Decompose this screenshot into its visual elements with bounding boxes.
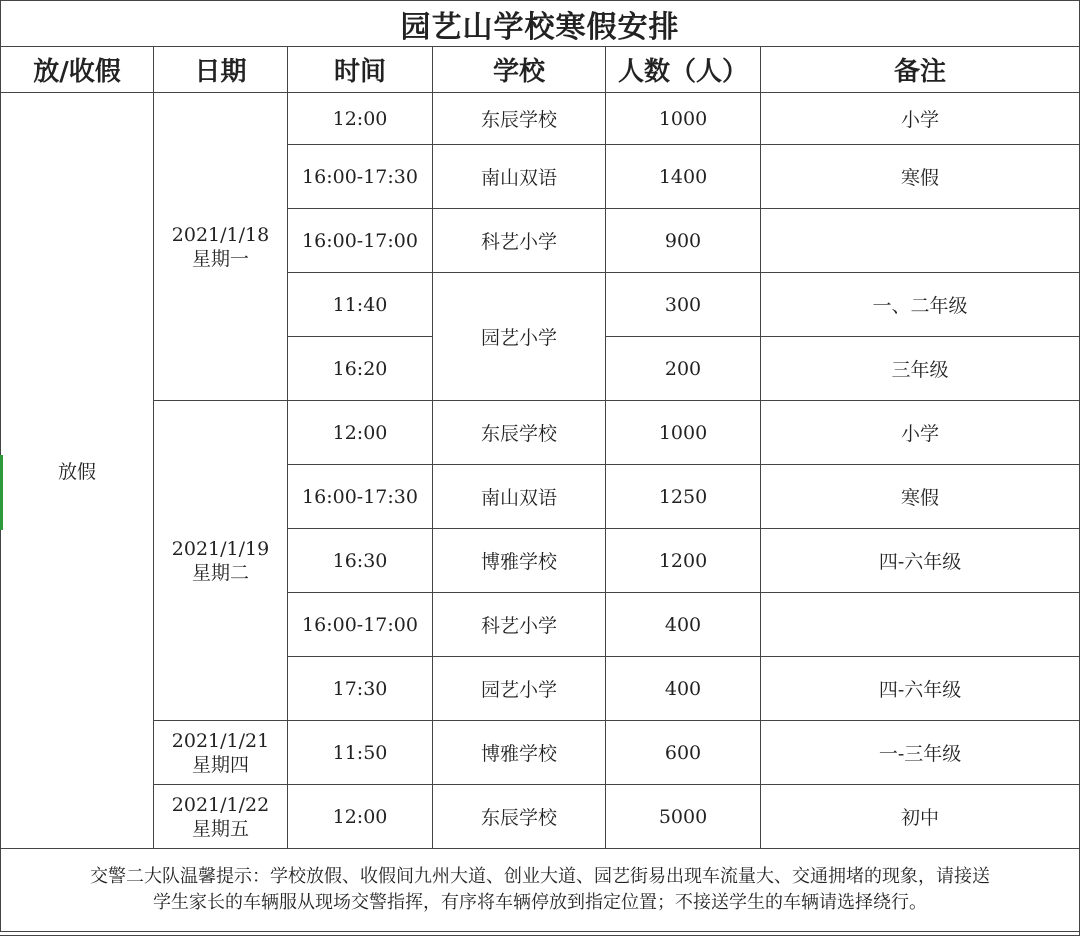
- header-school: 学校: [433, 47, 606, 93]
- school-cell: 科艺小学: [433, 209, 606, 273]
- note-cell: 小学: [761, 93, 1080, 145]
- count-cell: 400: [606, 593, 761, 657]
- note-cell: 寒假: [761, 145, 1080, 209]
- count-cell: 5000: [606, 785, 761, 849]
- header-row: [1, 47, 1080, 93]
- note-cell: [761, 209, 1080, 273]
- school-cell: 园艺小学: [433, 273, 606, 401]
- school-cell: 东辰学校: [433, 785, 606, 849]
- weekday-value: 星期五: [191, 817, 249, 840]
- count-cell: 300: [606, 273, 761, 337]
- note-cell: 四-六年级: [761, 529, 1080, 593]
- time-cell: 16:20: [288, 337, 433, 401]
- date-value: 2021/1/22: [171, 793, 270, 816]
- date-value: 2021/1/21: [171, 729, 270, 752]
- type-cell: 放假: [1, 93, 154, 849]
- school-cell: 科艺小学: [433, 593, 606, 657]
- school-cell: 园艺小学: [433, 657, 606, 721]
- count-cell: 1000: [606, 93, 761, 145]
- count-cell: 200: [606, 337, 761, 401]
- note-cell: 一-三年级: [761, 721, 1080, 785]
- table-row: [1, 785, 1080, 849]
- note-cell: 一、二年级: [761, 273, 1080, 337]
- time-cell: 12:00: [288, 93, 433, 145]
- school-cell: 南山双语: [433, 465, 606, 529]
- time-cell: 16:00-17:00: [288, 209, 433, 273]
- count-cell: 1250: [606, 465, 761, 529]
- note-cell: 三年级: [761, 337, 1080, 401]
- date-value: 2021/1/19: [171, 537, 270, 560]
- header-count: 人数（人）: [606, 47, 761, 93]
- time-cell: 16:00-17:00: [288, 593, 433, 657]
- school-cell: 博雅学校: [433, 529, 606, 593]
- footer-note-line1: 交警二大队温馨提示：学校放假、收假间九州大道、创业大道、园艺街易出现车流量大、交通拥堵的现象，请接送: [90, 866, 991, 887]
- school-cell: 东辰学校: [433, 401, 606, 465]
- weekday-value: 星期二: [191, 561, 249, 584]
- school-cell: 南山双语: [433, 145, 606, 209]
- weekday-value: 星期四: [191, 753, 249, 776]
- date-cell: [154, 721, 288, 785]
- count-cell: 1200: [606, 529, 761, 593]
- date-cell: [154, 401, 288, 721]
- header-note: 备注: [761, 47, 1080, 93]
- header-type: 放/收假: [1, 47, 154, 93]
- count-cell: 900: [606, 209, 761, 273]
- count-cell: 400: [606, 657, 761, 721]
- page-title: 园艺山学校寒假安排: [1, 1, 1080, 47]
- time-cell: 11:40: [288, 273, 433, 337]
- note-cell: 小学: [761, 401, 1080, 465]
- note-cell: 寒假: [761, 465, 1080, 529]
- count-cell: 1000: [606, 401, 761, 465]
- table-row: [1, 93, 1080, 145]
- count-cell: 1400: [606, 145, 761, 209]
- date-cell: [154, 93, 288, 401]
- footer-note-line2: 学生家长的车辆服从现场交警指挥，有序将车辆停放到指定位置；不接送学生的车辆请选择绕行。: [153, 892, 928, 913]
- date-value: 2021/1/18: [171, 223, 270, 246]
- date-cell: [154, 785, 288, 849]
- time-cell: 12:00: [288, 401, 433, 465]
- header-date: 日期: [154, 47, 288, 93]
- time-cell: 16:30: [288, 529, 433, 593]
- note-cell: 四-六年级: [761, 657, 1080, 721]
- table-row: [1, 401, 1080, 465]
- school-cell: 东辰学校: [433, 93, 606, 145]
- count-cell: 600: [606, 721, 761, 785]
- header-time: 时间: [288, 47, 433, 93]
- time-cell: 16:00-17:30: [288, 465, 433, 529]
- time-cell: 11:50: [288, 721, 433, 785]
- weekday-value: 星期一: [191, 247, 249, 270]
- school-cell: 博雅学校: [433, 721, 606, 785]
- footer-note: [1, 849, 1080, 932]
- note-cell: [761, 593, 1080, 657]
- edge-marker: [0, 455, 3, 530]
- note-cell: 初中: [761, 785, 1080, 849]
- time-cell: 12:00: [288, 785, 433, 849]
- table-row: [1, 721, 1080, 785]
- time-cell: 17:30: [288, 657, 433, 721]
- time-cell: 16:00-17:30: [288, 145, 433, 209]
